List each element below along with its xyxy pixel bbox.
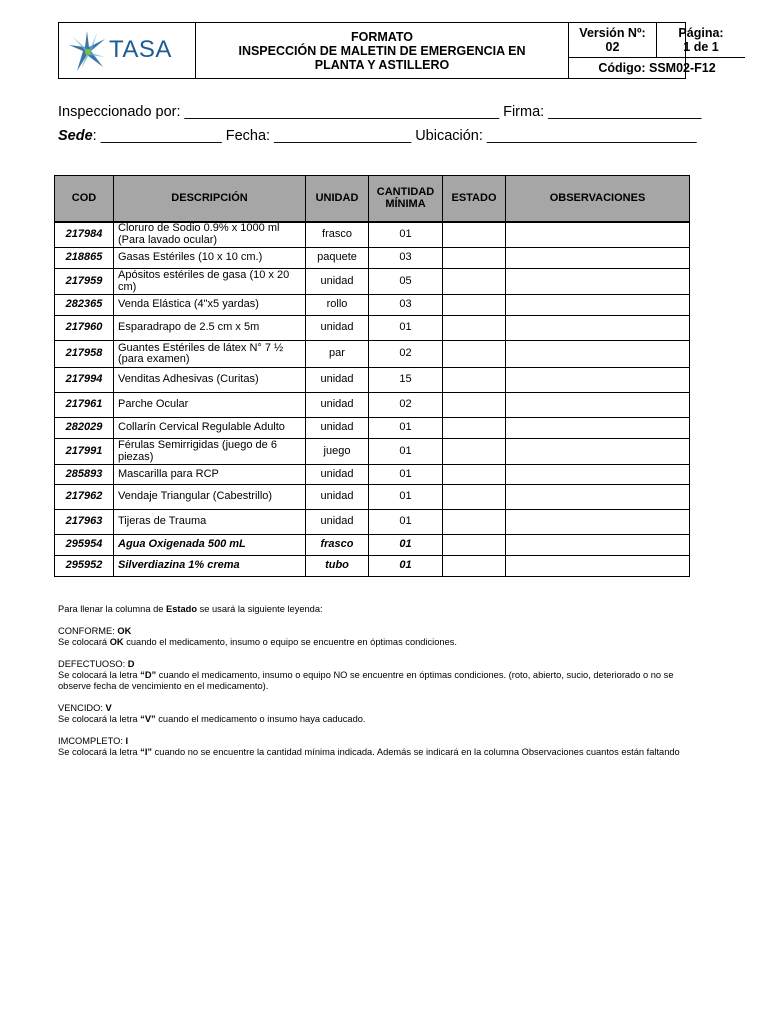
cell-descripcion: Venditas Adhesivas (Curitas) bbox=[114, 368, 306, 393]
table-row bbox=[55, 341, 690, 368]
document-title bbox=[196, 23, 569, 78]
cell-descripcion: Tijeras de Trauma bbox=[114, 510, 306, 535]
table-row bbox=[55, 510, 690, 535]
cell-descripcion: Cloruro de Sodio 0.9% x 1000 ml (Para lavado ocular) bbox=[114, 222, 306, 248]
cell-cantidad: 02 bbox=[369, 341, 443, 368]
cell-cod: 285893 bbox=[55, 465, 114, 485]
cell-cod: 217994 bbox=[55, 368, 114, 393]
cell-unidad: paquete bbox=[306, 248, 369, 269]
version-value: 02 bbox=[605, 40, 620, 54]
table-body bbox=[55, 222, 690, 577]
cell-cod: 217961 bbox=[55, 393, 114, 418]
cell-cod: 217958 bbox=[55, 341, 114, 368]
cell-observaciones[interactable] bbox=[506, 485, 690, 510]
cell-observaciones[interactable] bbox=[506, 439, 690, 465]
cell-unidad: juego bbox=[306, 439, 369, 465]
col-header-cantidad: CANTIDAD MÍNIMA bbox=[369, 176, 443, 222]
sede-label: Sede bbox=[58, 128, 93, 144]
page-label: Página: bbox=[678, 26, 724, 40]
cell-observaciones[interactable] bbox=[506, 269, 690, 295]
table-row bbox=[55, 418, 690, 439]
cell-cantidad: 01 bbox=[369, 510, 443, 535]
cell-estado[interactable] bbox=[443, 535, 506, 556]
version-label: Versión Nº: bbox=[579, 26, 646, 40]
cell-unidad: frasco bbox=[306, 535, 369, 556]
cell-estado[interactable] bbox=[443, 465, 506, 485]
table-row bbox=[55, 222, 690, 248]
table-header-row bbox=[55, 176, 690, 222]
cell-cantidad: 02 bbox=[369, 393, 443, 418]
cell-descripcion: Gasas Estériles (10 x 10 cm.) bbox=[114, 248, 306, 269]
cell-unidad: tubo bbox=[306, 556, 369, 577]
cell-observaciones[interactable] bbox=[506, 418, 690, 439]
table-row bbox=[55, 393, 690, 418]
cell-estado[interactable] bbox=[443, 222, 506, 248]
tasa-logo bbox=[67, 29, 187, 73]
cell-estado[interactable] bbox=[443, 269, 506, 295]
cell-cantidad: 01 bbox=[369, 316, 443, 341]
cell-cantidad: 01 bbox=[369, 556, 443, 577]
cell-cantidad: 05 bbox=[369, 269, 443, 295]
cell-observaciones[interactable] bbox=[506, 556, 690, 577]
title-line-2: INSPECCIÓN DE MALETIN DE EMERGENCIA EN bbox=[238, 44, 526, 58]
document-code: Código: SSM02-F12 bbox=[598, 61, 716, 75]
logo-cell bbox=[59, 23, 196, 78]
legend-incompleto-title: IMCOMPLETO: I bbox=[58, 736, 129, 746]
cell-descripcion: Apósitos estériles de gasa (10 x 20 cm) bbox=[114, 269, 306, 295]
cell-cod: 217962 bbox=[55, 485, 114, 510]
cell-estado[interactable] bbox=[443, 510, 506, 535]
cell-estado[interactable] bbox=[443, 316, 506, 341]
col-header-unidad: UNIDAD bbox=[306, 176, 369, 222]
cell-cod: 217984 bbox=[55, 222, 114, 248]
cell-cantidad: 01 bbox=[369, 439, 443, 465]
legend-ok-title: CONFORME: OK bbox=[58, 626, 132, 636]
status-legend bbox=[58, 604, 688, 758]
col-header-estado: ESTADO bbox=[443, 176, 506, 222]
cell-cantidad: 03 bbox=[369, 248, 443, 269]
cell-estado[interactable] bbox=[443, 439, 506, 465]
cell-cantidad: 03 bbox=[369, 295, 443, 316]
cell-cod: 282365 bbox=[55, 295, 114, 316]
cell-descripcion: Parche Ocular bbox=[114, 393, 306, 418]
cell-estado[interactable] bbox=[443, 393, 506, 418]
cell-descripcion: Collarín Cervical Regulable Adulto bbox=[114, 418, 306, 439]
cell-unidad: unidad bbox=[306, 418, 369, 439]
table-row bbox=[55, 295, 690, 316]
legend-intro: Para llenar la columna de Estado se usará la siguiente leyenda: bbox=[58, 604, 323, 614]
cell-estado[interactable] bbox=[443, 368, 506, 393]
inspection-table bbox=[54, 175, 690, 577]
cell-estado[interactable] bbox=[443, 485, 506, 510]
cell-cod: 217959 bbox=[55, 269, 114, 295]
cell-observaciones[interactable] bbox=[506, 295, 690, 316]
page-value: 1 de 1 bbox=[683, 40, 719, 54]
table-row bbox=[55, 485, 690, 510]
cell-descripcion: Férulas Semirrigidas (juego de 6 piezas) bbox=[114, 439, 306, 465]
table-row bbox=[55, 439, 690, 465]
cell-unidad: par bbox=[306, 341, 369, 368]
cell-descripcion: Venda Elástica (4"x5 yardas) bbox=[114, 295, 306, 316]
table-row bbox=[55, 248, 690, 269]
document-header bbox=[58, 22, 724, 79]
cell-unidad: unidad bbox=[306, 269, 369, 295]
sede-date-location-line[interactable] bbox=[58, 128, 697, 144]
cell-observaciones[interactable] bbox=[506, 368, 690, 393]
table-row bbox=[55, 556, 690, 577]
table-row bbox=[55, 269, 690, 295]
cell-observaciones[interactable] bbox=[506, 222, 690, 248]
table-row bbox=[55, 465, 690, 485]
cell-cantidad: 15 bbox=[369, 368, 443, 393]
cell-observaciones[interactable] bbox=[506, 316, 690, 341]
inspected-by-line[interactable]: Inspeccionado por: _______________________________________ Firma: ___________________ bbox=[58, 104, 702, 120]
cell-observaciones[interactable] bbox=[506, 393, 690, 418]
cell-observaciones[interactable] bbox=[506, 535, 690, 556]
cell-unidad: unidad bbox=[306, 465, 369, 485]
col-header-cod: COD bbox=[55, 176, 114, 222]
cell-cod: 218865 bbox=[55, 248, 114, 269]
cell-descripcion: Silverdiazina 1% crema bbox=[114, 556, 306, 577]
cell-observaciones[interactable] bbox=[506, 465, 690, 485]
cell-cod: 217960 bbox=[55, 316, 114, 341]
cell-estado[interactable] bbox=[443, 248, 506, 269]
cell-observaciones[interactable] bbox=[506, 341, 690, 368]
cell-estado[interactable] bbox=[443, 556, 506, 577]
col-header-descripcion: DESCRIPCIÓN bbox=[114, 176, 306, 222]
legend-vencido-title: VENCIDO: V bbox=[58, 703, 112, 713]
cell-cantidad: 01 bbox=[369, 485, 443, 510]
cell-unidad: unidad bbox=[306, 316, 369, 341]
col-header-observaciones: OBSERVACIONES bbox=[506, 176, 690, 222]
date-location-fields[interactable]: : _______________ Fecha: _________________ Ubicación: __________________________ bbox=[92, 128, 697, 144]
cell-descripcion: Vendaje Triangular (Cabestrillo) bbox=[114, 485, 306, 510]
tasa-star-icon bbox=[67, 29, 107, 73]
table-row bbox=[55, 316, 690, 341]
page-cell bbox=[657, 23, 745, 58]
cell-cod: 282029 bbox=[55, 418, 114, 439]
table-row bbox=[55, 368, 690, 393]
cell-cantidad: 01 bbox=[369, 418, 443, 439]
cell-observaciones[interactable] bbox=[506, 248, 690, 269]
cell-unidad: unidad bbox=[306, 368, 369, 393]
cell-cod: 217963 bbox=[55, 510, 114, 535]
cell-unidad: unidad bbox=[306, 393, 369, 418]
legend-vencido-text: Se colocará la letra “V” cuando el medicamento o insumo haya caducado. bbox=[58, 714, 366, 724]
cell-descripcion: Esparadrapo de 2.5 cm x 5m bbox=[114, 316, 306, 341]
cell-descripcion: Guantes Estériles de látex N° 7 ½ (para examen) bbox=[114, 341, 306, 368]
brand-name: TASA bbox=[109, 36, 172, 63]
cell-unidad: unidad bbox=[306, 510, 369, 535]
cell-cantidad: 01 bbox=[369, 535, 443, 556]
table-row bbox=[55, 535, 690, 556]
title-line-3: PLANTA Y ASTILLERO bbox=[314, 58, 450, 72]
legend-defectuoso-title: DEFECTUOSO: D bbox=[58, 659, 135, 669]
legend-defectuoso-text: Se colocará la letra “D” cuando el medicamento, insumo o equipo NO se encuentre en óptimas condiciones. (roto, abierto, sucio, deteriorado o no se observe fecha de vencimiento en el medicamento). bbox=[58, 670, 674, 691]
cell-descripcion: Agua Oxigenada 500 mL bbox=[114, 535, 306, 556]
cell-estado[interactable] bbox=[443, 418, 506, 439]
cell-unidad: rollo bbox=[306, 295, 369, 316]
cell-descripcion: Mascarilla para RCP bbox=[114, 465, 306, 485]
cell-unidad: frasco bbox=[306, 222, 369, 248]
title-line-1: FORMATO bbox=[350, 30, 414, 44]
legend-ok-text: Se colocará OK cuando el medicamento, insumo o equipo se encuentre en óptimas condiciones. bbox=[58, 637, 457, 647]
cell-observaciones[interactable] bbox=[506, 510, 690, 535]
cell-cantidad: 01 bbox=[369, 465, 443, 485]
cell-cod: 295952 bbox=[55, 556, 114, 577]
cell-unidad: unidad bbox=[306, 485, 369, 510]
cell-estado[interactable] bbox=[443, 295, 506, 316]
cell-cod: 295954 bbox=[55, 535, 114, 556]
legend-incompleto-text: Se colocará la letra “I” cuando no se encuentre la cantidad mínima indicada. Además se indicará en la columna Observaciones cuantos están faltando bbox=[58, 747, 680, 757]
cell-cantidad: 01 bbox=[369, 222, 443, 248]
cell-estado[interactable] bbox=[443, 341, 506, 368]
version-cell bbox=[569, 23, 657, 58]
cell-cod: 217991 bbox=[55, 439, 114, 465]
